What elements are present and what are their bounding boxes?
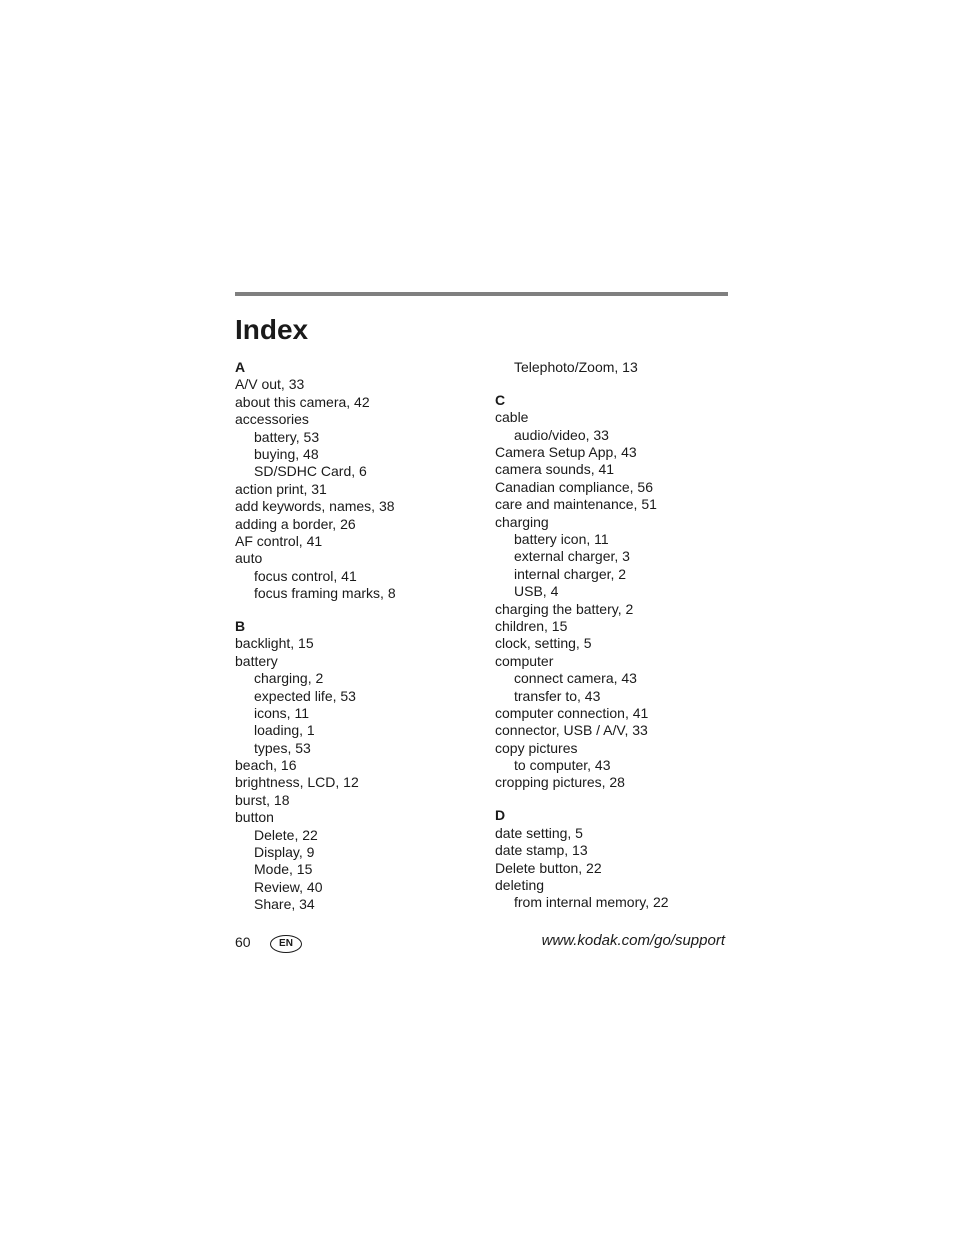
index-entry: A/V out, 33 [235,376,305,393]
index-entry: Camera Setup App, 43 [495,444,637,461]
index-entry: backlight, 15 [235,635,314,652]
index-subentry: internal charger, 2 [514,565,627,582]
index-entry: computer connection, 41 [495,704,649,721]
index-subentry-continued: Telephoto/Zoom, 13 [514,359,638,375]
index-entry: care and maintenance, 51 [495,496,657,513]
index-entry: auto [235,550,263,567]
index-entry: cable [495,409,529,426]
index-entry: charging [495,513,549,530]
index-entry: action print, 31 [235,480,327,497]
index-subentry: loading, 1 [254,722,315,739]
header-rule [235,292,728,296]
index-entry: about this camera, 42 [235,393,370,410]
index-entry: camera sounds, 41 [495,461,615,478]
index-subentry: SD/SDHC Card, 6 [254,463,367,480]
index-entry: Canadian compliance, 56 [495,478,653,495]
index-subentry: Display, 9 [254,844,315,861]
index-subentry: focus control, 41 [254,567,357,584]
index-subentry: to computer, 43 [514,757,611,774]
index-column-left [235,359,480,914]
index-entry: adding a border, 26 [235,515,356,532]
index-subentry: audio/video, 33 [514,426,609,443]
index-letter-heading: B [235,617,246,634]
index-entry: beach, 16 [235,757,297,774]
index-entry: date setting, 5 [495,824,583,841]
index-subentry: from internal memory, 22 [514,894,669,911]
index-column-right [495,359,740,912]
index-entry: Delete button, 22 [495,859,602,876]
index-subentry: Share, 34 [254,896,315,913]
index-entry: brightness, LCD, 12 [235,774,359,791]
index-entry: computer [495,652,554,669]
index-entry: date stamp, 13 [495,842,588,859]
index-entry: clock, setting, 5 [495,635,592,652]
index-subentry: focus framing marks, 8 [254,585,396,602]
index-entry: battery [235,652,278,669]
index-letter-heading: D [495,807,506,824]
index-subentry: types, 53 [254,739,311,756]
index-subentry: Mode, 15 [254,861,313,878]
index-subentry: external charger, 3 [514,548,630,565]
index-entry: cropping pictures, 28 [495,774,625,791]
index-subentry: Delete, 22 [254,826,318,843]
index-subentry: charging, 2 [254,670,324,687]
index-entry: connector, USB / A/V, 33 [495,722,648,739]
index-entry: accessories [235,411,309,428]
index-subentry: Review, 40 [254,878,323,895]
index-entry: burst, 18 [235,791,290,808]
index-entry: children, 15 [495,617,568,634]
index-letter-heading: A [235,359,246,375]
index-subentry: connect camera, 43 [514,670,637,687]
index-subentry: transfer to, 43 [514,687,601,704]
index-letter-heading: C [495,391,506,408]
index-subentry: battery, 53 [254,428,320,445]
index-subentry: expected life, 53 [254,687,356,704]
index-entry: button [235,809,274,826]
page-title: Index [235,314,309,345]
index-entry: AF control, 41 [235,532,323,549]
index-subentry: buying, 48 [254,445,319,462]
page-number: 60 [235,934,251,950]
index-subentry: USB, 4 [514,583,559,600]
section-spacer [495,792,740,808]
support-url[interactable]: www.kodak.com/go/support [541,932,725,949]
index-subentry: battery icon, 11 [514,531,609,548]
section-spacer [235,602,480,618]
section-spacer [495,376,740,392]
index-entry: copy pictures [495,739,578,756]
index-entry: charging the battery, 2 [495,600,634,617]
index-entry: deleting [495,876,545,893]
index-subentry: icons, 11 [254,704,309,721]
index-entry: add keywords, names, 38 [235,498,395,515]
language-badge: EN [270,935,302,953]
